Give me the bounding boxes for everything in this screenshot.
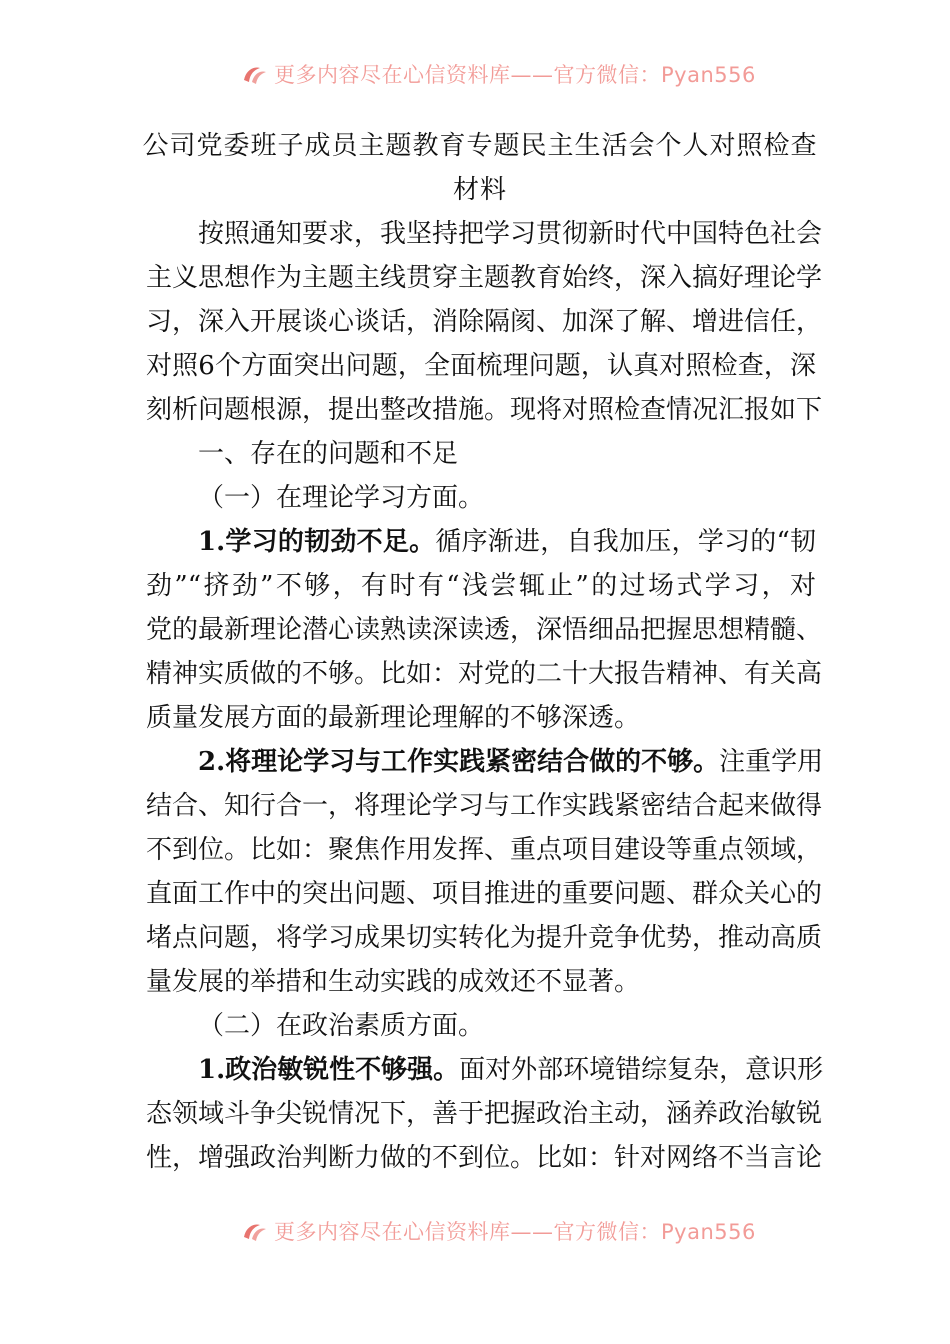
- watermark-logo-icon: [240, 1217, 268, 1245]
- watermark-text: 更多内容尽在心信资料库——官方微信：Pyan556: [274, 1220, 756, 1244]
- intro-line: 刻析问题根源，提出整改措施。现将对照检查情况汇报如下: [146, 395, 823, 425]
- item-2-line: 堵点问题，将学习成果切实转化为提升竞争优势，推动高质: [146, 923, 823, 953]
- subsection-heading-1: （一）在理论学习方面。: [198, 483, 485, 513]
- document-body: [146, 212, 824, 1180]
- item-3-first-line: [146, 1048, 824, 1092]
- subsection-heading-2: （二）在政治素质方面。: [198, 1011, 485, 1041]
- title-line-1: 公司党委班子成员主题教育专题民主生活会个人对照检查: [142, 131, 818, 161]
- watermark-logo-icon: [240, 60, 268, 88]
- header-watermark: [0, 48, 950, 88]
- item-3-heading: 1.政治敏锐性不够强。: [198, 1055, 460, 1085]
- intro-line: 主义思想作为主题主线贯穿主题教育始终，深入搞好理论学: [146, 263, 823, 293]
- item-1-line: 党的最新理论潜心读熟读深读透，深悟细品把握思想精髓、: [146, 615, 823, 645]
- item-2-text: 注重学用: [719, 747, 824, 777]
- item-2-line: 结合、知行合一，将理论学习与工作实践紧密结合起来做得: [146, 791, 823, 821]
- item-2-line: 量发展的举措和生动实践的成效还不显著。: [146, 967, 641, 997]
- item-2-heading: 2.将理论学习与工作实践紧密结合做的不够。: [198, 747, 720, 777]
- item-1-line: 精神实质做的不够。比如：对党的二十大报告精神、有关高: [146, 659, 823, 689]
- item-2-first-line: [146, 740, 824, 784]
- intro-line: 习，深入开展谈心谈话，消除隔阂、加深了解、增进信任，: [146, 307, 823, 337]
- item-1-heading: 1.学习的韧劲不足。: [198, 527, 436, 557]
- watermark-text: 更多内容尽在心信资料库——官方微信：Pyan556: [274, 63, 756, 87]
- item-3-line: 态领域斗争尖锐情况下，善于把握政治主动，涵养政治敏锐: [146, 1099, 823, 1129]
- section-heading-1: 一、存在的问题和不足: [198, 439, 459, 469]
- item-2-line: 直面工作中的突出问题、项目推进的重要问题、群众关心的: [146, 879, 823, 909]
- item-2-line: 不到位。比如：聚焦作用发挥、重点项目建设等重点领域，: [146, 835, 823, 865]
- item-1-line: 劲”“挤劲”不够，有时有“浅尝辄止”的过场式学习，对: [146, 571, 816, 601]
- document-title: [140, 124, 820, 212]
- item-3-text: 面对外部环境错综复杂，意识形: [459, 1055, 824, 1085]
- item-3-line: 性，增强政治判断力做的不到位。比如：针对网络不当言论: [146, 1143, 823, 1173]
- intro-line: 对照6个方面突出问题，全面梳理问题，认真对照检查，深: [146, 351, 816, 381]
- title-line-2: 材料: [452, 175, 507, 205]
- item-1-line: 质量发展方面的最新理论理解的不够深透。: [146, 703, 641, 733]
- item-1-first-line: [146, 520, 816, 564]
- intro-line: 按照通知要求，我坚持把学习贯彻新时代中国特色社会: [198, 219, 823, 249]
- footer-watermark: [0, 1205, 950, 1245]
- item-1-text: 循序渐进，自我加压，学习的“韧: [435, 527, 816, 557]
